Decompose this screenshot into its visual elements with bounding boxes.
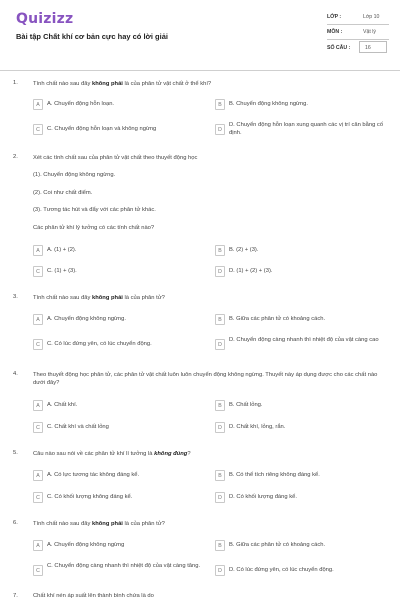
option-c[interactable] xyxy=(33,422,203,436)
meta-value: Vật lý xyxy=(363,29,376,35)
option-letter-badge: C xyxy=(33,422,43,433)
option-b[interactable] xyxy=(215,470,385,484)
option-a[interactable] xyxy=(33,540,203,554)
option-text: B. Chuyển động không ngừng. xyxy=(229,101,308,107)
option-text: D. Có lúc đứng yên, có lúc chuyển động. xyxy=(229,567,334,573)
option-text: C. Có khối lượng không đáng kể. xyxy=(47,494,133,500)
question-text: Câu nào sau nói về các phân tử khí lí tưởng là không đúng? xyxy=(33,451,191,457)
option-text: B. Giữa các phân tử có khoảng cách. xyxy=(229,316,326,322)
option-a[interactable] xyxy=(33,470,203,484)
option-letter-badge: D xyxy=(215,266,225,277)
question-number: 3. xyxy=(13,294,18,300)
option-letter-badge: B xyxy=(215,470,225,481)
option-text: D. Chuyển động hỗn loạn xung quanh các vị trí cân bằng cố định. xyxy=(229,122,384,136)
option-a[interactable] xyxy=(33,99,203,113)
option-letter-badge: A xyxy=(33,314,43,325)
option-text: B. Giữa các phân tử có khoảng cách. xyxy=(229,542,326,548)
next-question-partial: 7. Chất khí nén áp suất lên thành bình chứa là do xyxy=(13,593,154,599)
option-letter-badge: D xyxy=(215,124,225,135)
statement-line: (1). Chuyển động không ngừng. xyxy=(33,172,116,178)
option-letter-badge: C xyxy=(33,565,43,576)
option-letter-badge: D xyxy=(215,492,225,503)
statement-line: (2). Coi như chất điểm. xyxy=(33,190,93,196)
option-d[interactable] xyxy=(215,422,385,436)
option-letter-badge: C xyxy=(33,124,43,135)
option-letter-badge: A xyxy=(33,470,43,481)
option-text: D. Có khối lượng đáng kể. xyxy=(229,494,297,500)
option-letter-badge: D xyxy=(215,339,225,350)
option-text: C. Có lúc đứng yên, có lúc chuyển động. xyxy=(47,341,152,347)
question-number: 5. xyxy=(13,450,18,456)
question-number: 4. xyxy=(13,371,18,377)
question-text: Tính chất nào sau đây không phải là của phân tử vật chất ở thể khí? xyxy=(33,81,212,87)
question-text: Xét các tính chất sau của phân tử vật chất theo thuyết động học xyxy=(33,155,198,161)
meta-value: 16 xyxy=(365,45,371,51)
document-header xyxy=(0,0,400,70)
question-text: Tính chất nào sau đây không phải là của phân tử? xyxy=(33,521,165,527)
option-letter-badge: B xyxy=(215,400,225,411)
option-text: B. (2) + (3). xyxy=(229,247,259,253)
meta-value: Lớp 10 xyxy=(363,14,380,20)
option-letter-badge: C xyxy=(33,492,43,503)
option-d[interactable] xyxy=(215,339,385,353)
option-d[interactable] xyxy=(215,266,385,280)
option-b[interactable] xyxy=(215,314,385,328)
option-c[interactable] xyxy=(33,124,203,138)
option-letter-badge: B xyxy=(215,99,225,110)
option-text: A. (1) + (2). xyxy=(47,247,77,253)
option-text: A. Chuyển động không ngừng. xyxy=(47,316,126,322)
option-b[interactable] xyxy=(215,245,385,259)
option-letter-badge: C xyxy=(33,339,43,350)
option-d[interactable] xyxy=(215,492,385,506)
option-text: D. Chuyển động càng nhanh thì nhiệt độ của vật càng cao xyxy=(229,337,379,343)
question-prompt: Các phân tử khí lý tưởng có các tính chất nào? xyxy=(33,225,155,231)
option-text: C. (1) + (3). xyxy=(47,268,77,274)
question-number: 6. xyxy=(13,520,18,526)
option-letter-badge: A xyxy=(33,245,43,256)
option-letter-badge: A xyxy=(33,400,43,411)
option-letter-badge: D xyxy=(215,422,225,433)
option-c[interactable] xyxy=(33,565,203,579)
meta-label: MÔN : xyxy=(327,29,343,35)
option-text: A. Có lực tương tác không đáng kể. xyxy=(47,472,140,478)
option-letter-badge: A xyxy=(33,540,43,551)
option-text: C. Chuyển động càng nhanh thì nhiệt độ của vật càng tăng. xyxy=(47,563,201,569)
option-letter-badge: C xyxy=(33,266,43,277)
option-text: A. Chất khí. xyxy=(47,402,78,408)
meta-label: SỐ CÂU : xyxy=(327,45,351,51)
option-text: A. Chuyển động hỗn loạn. xyxy=(47,101,115,107)
option-b[interactable] xyxy=(215,540,385,554)
option-a[interactable] xyxy=(33,245,203,259)
option-letter-badge: D xyxy=(215,565,225,576)
option-text: B. Có thể tích riêng không đáng kể. xyxy=(229,472,320,478)
meta-value-box xyxy=(359,41,387,53)
option-letter-badge: B xyxy=(215,245,225,256)
option-d[interactable] xyxy=(215,124,385,138)
option-text: B. Chất lỏng. xyxy=(229,402,263,408)
meta-row-subject xyxy=(327,26,389,40)
option-c[interactable] xyxy=(33,266,203,280)
question-text: Tính chất nào sau đây không phải là của phân tử? xyxy=(33,295,165,301)
statement-line: (3). Tương tác hút và đẩy với các phân tử khác. xyxy=(33,207,156,213)
option-text: C. Chất khí và chất lỏng xyxy=(47,424,109,430)
document-title: Bài tập Chất khí cơ bản cực hay có lời giải xyxy=(16,32,168,41)
meta-row-count xyxy=(327,42,389,56)
option-text: C. Chuyển động hỗn loạn và không ngừng xyxy=(47,126,157,132)
option-text: D. Chất khí, lỏng, rắn. xyxy=(229,424,286,430)
option-letter-badge: B xyxy=(215,314,225,325)
question-number: 2. xyxy=(13,154,18,160)
option-letter-badge: B xyxy=(215,540,225,551)
meta-underline xyxy=(327,24,389,25)
option-b[interactable] xyxy=(215,99,385,113)
meta-underline xyxy=(327,39,389,40)
option-text: D. (1) + (2) + (3). xyxy=(229,268,273,274)
quizizz-logo: Quizizz xyxy=(16,11,74,27)
question-number: 7. xyxy=(13,593,18,599)
option-text: A. Chuyển động không ngừng xyxy=(47,542,125,548)
option-d[interactable] xyxy=(215,565,385,579)
option-b[interactable] xyxy=(215,400,385,414)
option-a[interactable] xyxy=(33,314,203,328)
option-letter-badge: A xyxy=(33,99,43,110)
question-number: 1. xyxy=(13,80,18,86)
option-c[interactable] xyxy=(33,492,203,506)
meta-label: LỚP : xyxy=(327,14,342,20)
option-a[interactable] xyxy=(33,400,203,414)
header-divider xyxy=(0,70,400,71)
meta-row-grade xyxy=(327,11,389,25)
option-c[interactable] xyxy=(33,339,203,353)
question-text: Theo thuyết động học phân tử, các phân tử vật chất luôn luôn chuyển động không ngừng. Thuyết này áp dụng được cho các chất nào dưới đây? xyxy=(33,372,378,386)
